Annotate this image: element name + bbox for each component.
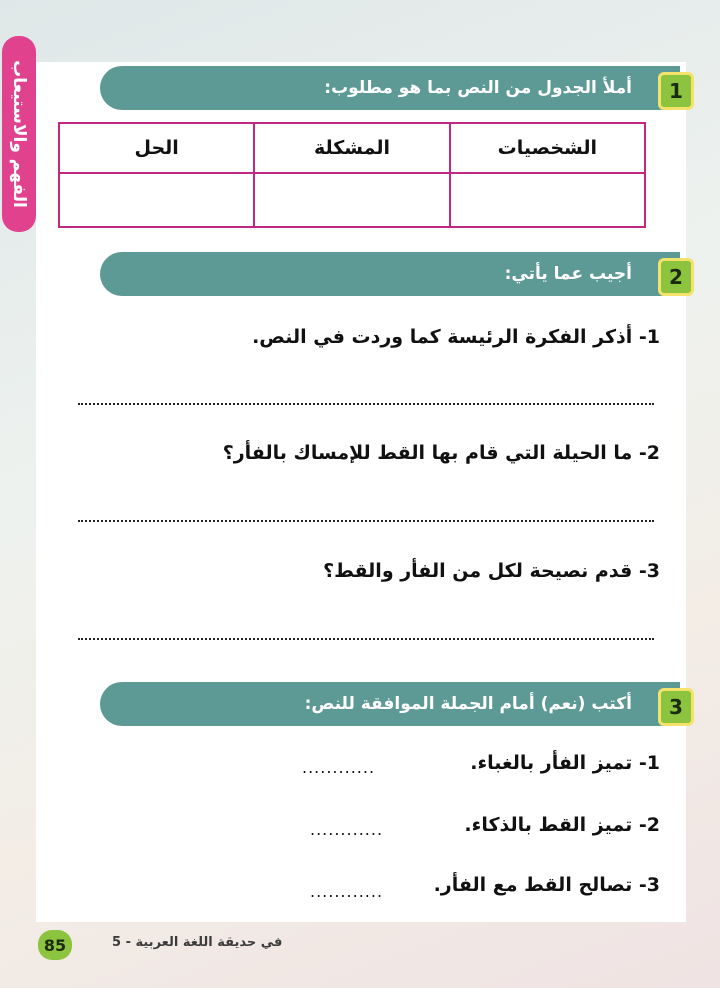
table-cell-problem[interactable] [254, 173, 449, 227]
answer-line-3[interactable] [78, 638, 654, 640]
statement-2-blank[interactable]: ............ [310, 820, 384, 839]
side-tab-label: الفهم والاستيعاب [9, 60, 30, 208]
statement-2: 2- تميز القط بالذكاء. [464, 814, 660, 836]
section-1-title: أملأ الجدول من النص بما هو مطلوب: [324, 78, 632, 98]
section-3-header [100, 682, 683, 726]
section-3-title: أكتب (نعم) أمام الجملة الموافقة للنص: [304, 694, 632, 714]
table-header-solution: الحل [59, 123, 254, 173]
section-2-title: أجيب عما يأتي: [504, 264, 632, 284]
table-header-characters: الشخصيات [450, 123, 645, 173]
question-2: 2- ما الحيلة التي قام بها القط للإمساك بالفأر؟ [222, 442, 660, 464]
table-cell-solution[interactable] [59, 173, 254, 227]
statement-3-blank[interactable]: ............ [310, 882, 384, 901]
answer-line-2[interactable] [78, 520, 654, 522]
side-section-tab [2, 36, 36, 232]
statement-1-blank[interactable]: ............ [302, 758, 376, 777]
section-1-number: 1 [658, 72, 694, 110]
section-1-header [100, 66, 683, 110]
section-2-number: 2 [658, 258, 694, 296]
page-number: 85 [38, 930, 72, 960]
question-3: 3- قدم نصيحة لكل من الفأر والقط؟ [323, 560, 660, 582]
statement-3: 3- تصالح القط مع الفأر. [433, 874, 660, 896]
answer-table [58, 122, 646, 228]
question-1: 1- أذكر الفكرة الرئيسة كما وردت في النص. [252, 326, 660, 348]
section-3-number: 3 [658, 688, 694, 726]
section-2-header [100, 252, 683, 296]
table-header-problem: المشكلة [254, 123, 449, 173]
table-cell-characters[interactable] [450, 173, 645, 227]
statement-1: 1- تميز الفأر بالغباء. [470, 752, 660, 774]
book-title: في حديقة اللغة العربية - 5 [112, 935, 283, 950]
answer-line-1[interactable] [78, 403, 654, 405]
